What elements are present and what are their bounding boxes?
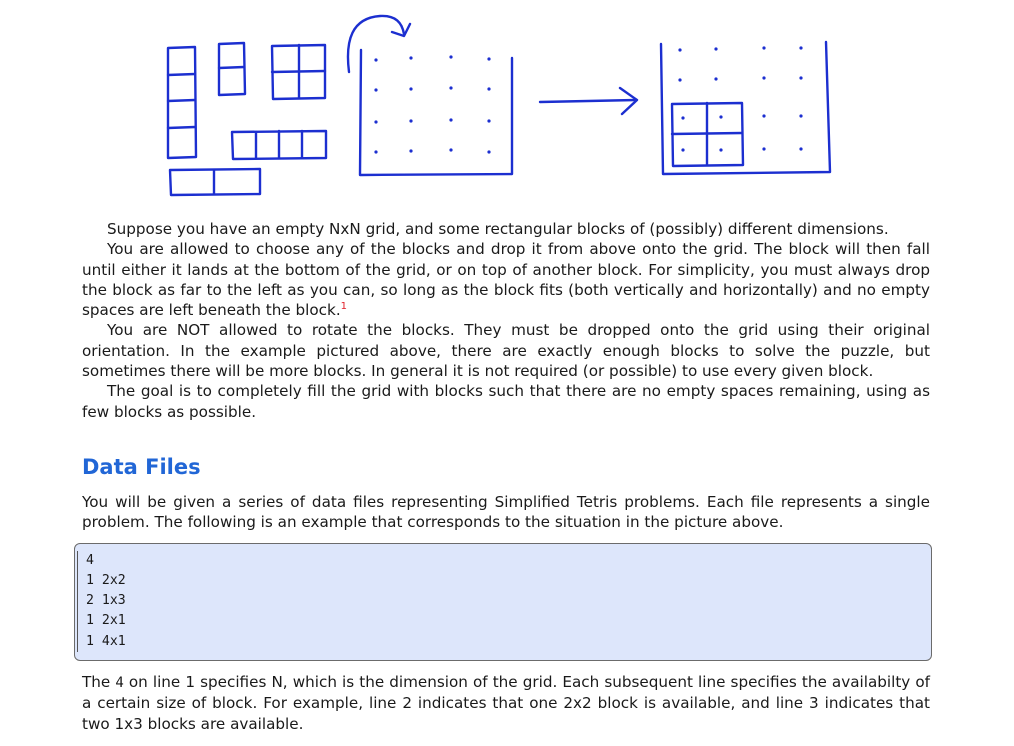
document-body <box>82 219 930 734</box>
code-line: 1 2x2 <box>77 571 931 591</box>
example-data-file <box>74 543 932 661</box>
tetris-illustration <box>0 0 1014 215</box>
code-line: 4 <box>77 551 931 571</box>
filled-grid-sketch <box>661 42 830 174</box>
explanation-paragraph <box>82 672 930 734</box>
block-vertical-1x3-sketch <box>219 43 245 95</box>
block-vertical-1x4-sketch <box>168 47 196 158</box>
paragraph-goal-text: The goal is to completely fill the grid with blocks such that there are no empty spaces remaining, using as few blocks as possible. <box>82 382 930 421</box>
code-line: 1 4x1 <box>77 632 931 652</box>
paragraph-intro <box>82 219 930 239</box>
explanation-text-start: The <box>82 673 116 692</box>
block-horizontal-2x1-sketch <box>170 169 260 195</box>
paragraph-rotation <box>82 320 930 381</box>
block-horizontal-4x1-sketch <box>232 131 326 159</box>
explanation-text-rest: on line 1 specifies N, which is the dimension of the grid. Each subsequent line specifies the availabilty of a certain size of block. For example, line 2 indicates that one 2x2 block is available, and line 3 indicates that two 1x3 blocks are available. <box>82 673 930 733</box>
paragraph-intro-text: Suppose you have an empty NxN grid, and some rectangular blocks of (possibly) different dimensions. <box>107 220 889 238</box>
block-2x2-sketch <box>272 45 325 99</box>
section-heading-data-files: Data Files <box>82 454 201 479</box>
code-line: 2 1x3 <box>77 591 931 611</box>
empty-grid-sketch <box>360 50 512 175</box>
section-intro: You will be given a series of data files representing Simplified Tetris problems. Each file represents a single problem. The following is an example that corresponds to the situation in the picture above. <box>82 492 930 532</box>
paragraph-goal <box>82 381 930 422</box>
footnote-marker[interactable]: 1 <box>340 301 348 313</box>
inline-code-n: 4 <box>115 675 124 692</box>
paragraph-rules <box>82 239 930 320</box>
paragraph-rotation-text: You are NOT allowed to rotate the blocks. They must be dropped onto the grid using their original orientation. In the example pictured above, there are exactly enough blocks to solve the puzzle, but sometimes there will be more blocks. In general it is not required (or possible) to use every given block. <box>82 321 930 381</box>
arrow-right-sketch <box>540 88 637 114</box>
drop-arrow-sketch <box>348 16 410 72</box>
code-line: 1 2x1 <box>77 611 931 631</box>
paragraph-rules-text: You are allowed to choose any of the blocks and drop it from above onto the grid. The block will then fall until either it lands at the bottom of the grid, or on top of another block. For simplicity, you must always drop the block as far to the left as you can, so long as the block fits (both vertically and horizontally) and no empty spaces are left beneath the block. <box>82 240 930 320</box>
